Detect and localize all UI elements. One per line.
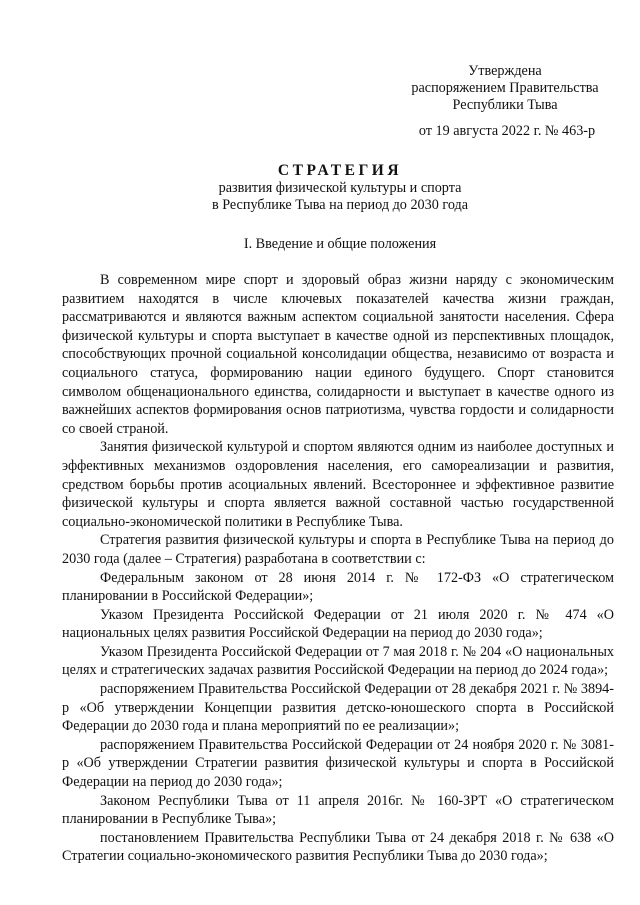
paragraph: распоряжением Правительства Российской Федерации от 28 декабря 2021 г. № 3894-р «Об утверждении Концепции развития детско-юношеского спорта в Российской Федерации до 2030 года и плана мероприятий по ее реализации»; bbox=[62, 681, 614, 735]
paragraph: постановлением Правительства Республики Тыва от 24 декабря 2018 г. № 638 «О Стратегии социально-экономического развития Республики Тыва до 2030 года»; bbox=[62, 829, 614, 865]
paragraph: Указом Президента Российской Федерации от 7 мая 2018 г. № 204 «О национальных целях и стратегических задачах развития Российской Федерации на период до 2024 года»; bbox=[62, 643, 614, 679]
paragraph: Федеральным законом от 28 июня 2014 г. № 172-ФЗ «О стратегическом планировании в Российской Федерации»; bbox=[62, 569, 614, 605]
title-main: СТРАТЕГИЯ bbox=[277, 162, 403, 179]
title-line-2: в Республике Тыва на период до 2030 года bbox=[211, 197, 469, 213]
approval-date: от 19 августа 2022 г. № 463-р bbox=[418, 123, 596, 139]
section-heading: I. Введение и общие положения bbox=[243, 236, 437, 252]
paragraph: распоряжением Правительства Российской Федерации от 24 ноября 2020 г. № 3081-р «Об утверждении Стратегии развития физической культуры и спорта в Российской Федерации на период до 2030 года»; bbox=[62, 736, 614, 791]
paragraph: В современном мире спорт и здоровый образ жизни наряду с экономическим развитием находятся в числе ключевых показателей качества жизни граждан, рассматриваются и являются важным аспектом социальной занятости населения. Сфера физической культуры и спорта выступает в качестве одной из перспективных площадок, способствующих прочной социальной консолидации общества, независимо от возраста и социального статуса, формированию нации единого будущего. Спорт становится символом общенационального единства, солидарности и выступает в качестве одного из важнейших аспектов формирования основ патриотизма, чувства гордости и солидарности со своей страной. bbox=[62, 272, 614, 437]
approval-line-2: распоряжением Правительства bbox=[411, 80, 599, 96]
document-title bbox=[60, 162, 620, 214]
approval-block bbox=[400, 63, 610, 139]
document-body bbox=[62, 271, 614, 866]
paragraph: Указом Президента Российской Федерации от 21 июля 2020 г. № 474 «О национальных целях развития Российской Федерации на период до 2030 года»; bbox=[62, 606, 614, 642]
paragraph: Законом Республики Тыва от 11 апреля 2016г. № 160-ЗРТ «О стратегическом планировании в Республике Тыва»; bbox=[62, 792, 614, 828]
approval-line-1: Утверждена bbox=[468, 63, 542, 79]
title-line-1: развития физической культуры и спорта bbox=[218, 180, 462, 196]
paragraph: Занятия физической культурой и спортом являются одним из наиболее доступных и эффективных механизмов оздоровления населения, его самореализации и развития, средством борьбы против асоциальных явлений. Всестороннее и эффективное развитие физической культуры и спорта является важной составной частью государственной социально-экономической политики в Республике Тыва. bbox=[62, 439, 614, 530]
approval-line-3: Республики Тыва bbox=[452, 97, 558, 113]
paragraph: Стратегия развития физической культуры и спорта в Республике Тыва на период до 2030 года (далее – Стратегия) разработана в соответствии с: bbox=[62, 532, 614, 567]
